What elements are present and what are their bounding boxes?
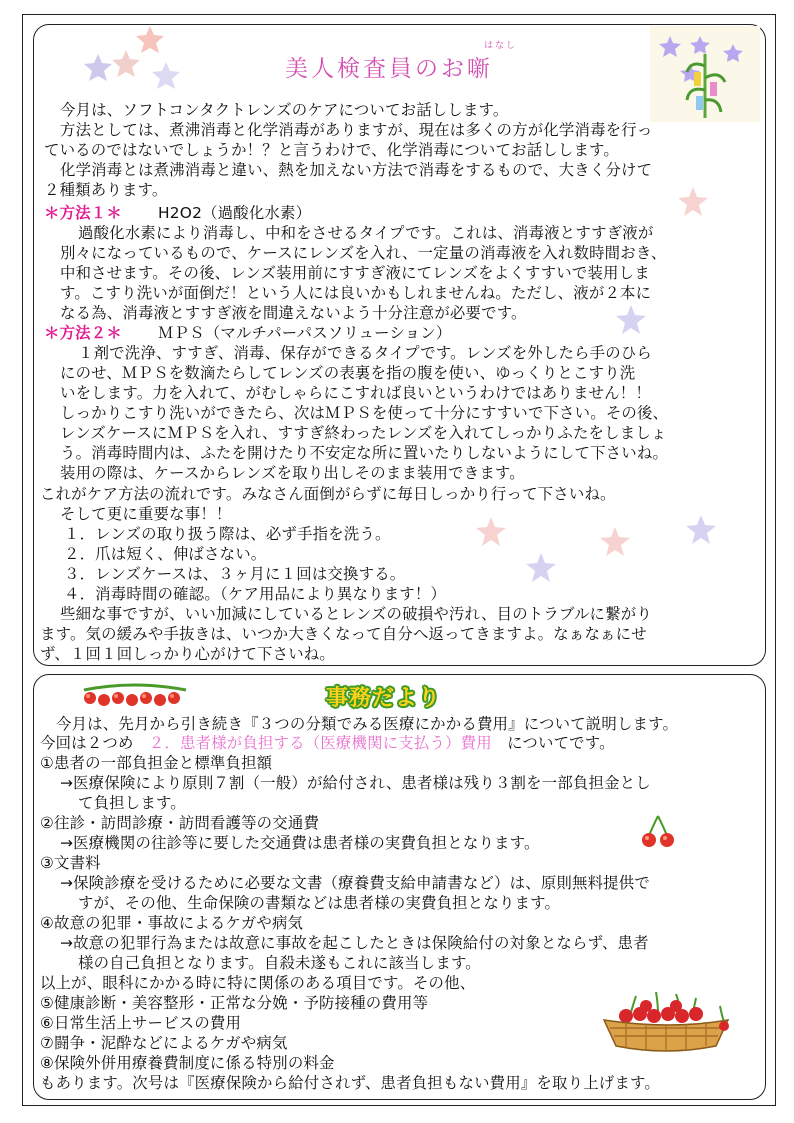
method1-label: ＊方法１＊ [44,204,122,222]
method1-name: H2O2（過酸化水素） [158,204,312,222]
cherry-basket-icon [596,986,736,1056]
article2-closing: もあります。次号は『医療保険から給付されず、患者負担もない費用』を取り上げます。 [40,1074,660,1092]
section-line: 様の自己負担となります。自殺未遂もこれに該当します。 [78,954,481,972]
method2-line: １剤で洗浄、すすぎ、消毒、保存ができるタイプです。レンズを外したら手のひら [78,344,653,362]
method1-line: 過酸化水素により消毒し、中和をさせるタイプです。これは、消毒液とすすぎ液が [78,224,654,242]
section-line: →医療保険により原則７割（一般）が給付され、患者様は残り３割を一部負担金とし [60,774,651,792]
section-heading: ④故意の犯罪・事故によるケガや病気 [40,914,304,932]
method1-line: 別々になっているもので、ケースにレンズを入れ、一定量の消毒液を入れ数時間おき、 [60,244,667,262]
article1-title: 美人検査員のお噺 [285,56,493,82]
tanabata-bamboo-icon [650,26,760,122]
important-heading: そして更に重要な事！！ [60,505,232,523]
other-item: ⑧保険外併用療養費制度に係る特別の料金 [40,1054,335,1072]
care-flow-text: これがケア方法の流れです。みなさん面倒がらずに毎日しっかり行って下さいね。 [40,485,616,503]
other-item: ⑤健康診断・美容整形・正常な分娩・予防接種の費用等 [40,994,429,1012]
method1-line: なる為、消毒液とすすぎ液を間違えないよう十分注意が必要です。 [60,304,527,322]
article1-closing-line: ず、１回１回しっかり心がけて下さいね。 [40,645,335,663]
article1-closing-line: 些細な事ですが、いい加減にしているとレンズの破損や汚れ、目のトラブルに繋がり [60,605,652,623]
article1-intro-line: ２種類あります。 [44,181,168,199]
method1-line: 中和させます。その後、レンズ装用前にすすぎ液にてレンズをよくすすいで装用しま [60,264,650,282]
section-line: →保険診療を受けるために必要な文書（療養費支給申請書など）は、原則無料提供で [60,874,650,892]
stars-cluster-icon [72,20,192,100]
section-line: →故意の犯罪行為または故意に事故を起こしたときは保険給付の対象とならず、患者 [60,934,649,952]
article2-intro-line: 今月は、先月から引き続き『３つの分類でみる医療にかかる費用』について説明します。 [56,715,679,733]
article1-intro-line: 今月は、ソフトコンタクトレンズのケアについてお話しします。 [60,101,509,119]
article1-intro-line: 方法としては、煮沸消毒と化学消毒がありますが、現在は多くの方が化学消毒を行っ [60,121,653,139]
method2-label: ＊方法２＊ [44,324,122,342]
article2-intro-line [40,733,615,753]
section-heading: ③文書料 [40,854,101,872]
method2-line: しっかりこすり洗いができたら、次はＭＰＳを使って十分にすすいで下さい。その後、 [60,404,669,422]
important-item: ２．爪は短く、伸ばさない。 [64,545,267,563]
section-heading: ②往診・訪問診療・訪問看護等の交通費 [40,814,320,832]
important-item: ４．消毒時間の確認。（ケア用品により異なります！） [64,585,447,603]
method2-line: レンズケースにＭＰＳを入れ、すすぎ終わったレンズを入れてしっかりふたをしましょ [60,424,667,442]
section-heading: ①患者の一部負担金と標準負担額 [40,754,273,772]
section-line: →医療機関の往診等に要した交通費は患者様の実費負担となります。 [60,834,540,852]
article2-title: 事務だより [326,686,442,711]
article1-title-ruby: はなし [484,41,518,51]
cherry-pair-icon [640,814,676,850]
section-line: すが、その他、生命保険の書類などは患者様の実費負担となります。 [78,894,561,912]
article1-intro-line: ているのではないでしょうか！？と言うわけで、化学消毒についてお話しします。 [44,141,620,159]
intro2-highlight: ２．患者様が負担する（医療機関に支払う）費用 [148,734,492,752]
intro2-prefix: 今回は２つめ [40,734,134,752]
method1-line: す。こすり洗いが面倒だ！という人には良いかもしれませんね。ただし、液が２本に [60,284,652,302]
cherries-row-icon [80,682,190,710]
intro2-suffix: についてです。 [507,734,615,752]
article1-intro-line: 化学消毒とは煮沸消毒と違い、熱を加えない方法で消毒をするもので、大きく分けて [60,161,653,179]
section-line: て負担します。 [78,794,186,812]
important-item: １．レンズの取り扱う際は、必ず手指を洗う。 [64,525,391,543]
article1-closing-line: ます。気の緩みや手抜きは、いつか大きくなって自分へ返ってきますよ。なぁなぁにせ [40,625,647,643]
method2-line: 装用の際は、ケースからレンズを取り出しそのまま装用できます。 [60,464,525,482]
method2-name: ＭＰＳ（マルチパーパスソリューション） [158,324,452,342]
method2-line: いをします。力を入れて、がむしゃらにこすれば良いというわけではありません！！ [60,384,651,402]
method2-line: にのせ、ＭＰＳを数滴たらしてレンズの表裏を指の腹を使い、ゆっくりとこすり洗 [60,364,636,382]
other-item: ⑦闘争・泥酔などによるケガや病気 [40,1034,288,1052]
other-item: ⑥日常生活上サービスの費用 [40,1014,242,1032]
other-intro: 以上が、眼科にかかる時に特に関係のある項目です。その他、 [40,974,476,992]
method2-line: う。消毒時間内は、ふたを開けたり不安定な所に置いたりしないようにして下さいね。 [60,444,669,462]
important-item: ３．レンズケースは、３ヶ月に１回は交換する。 [64,565,406,583]
